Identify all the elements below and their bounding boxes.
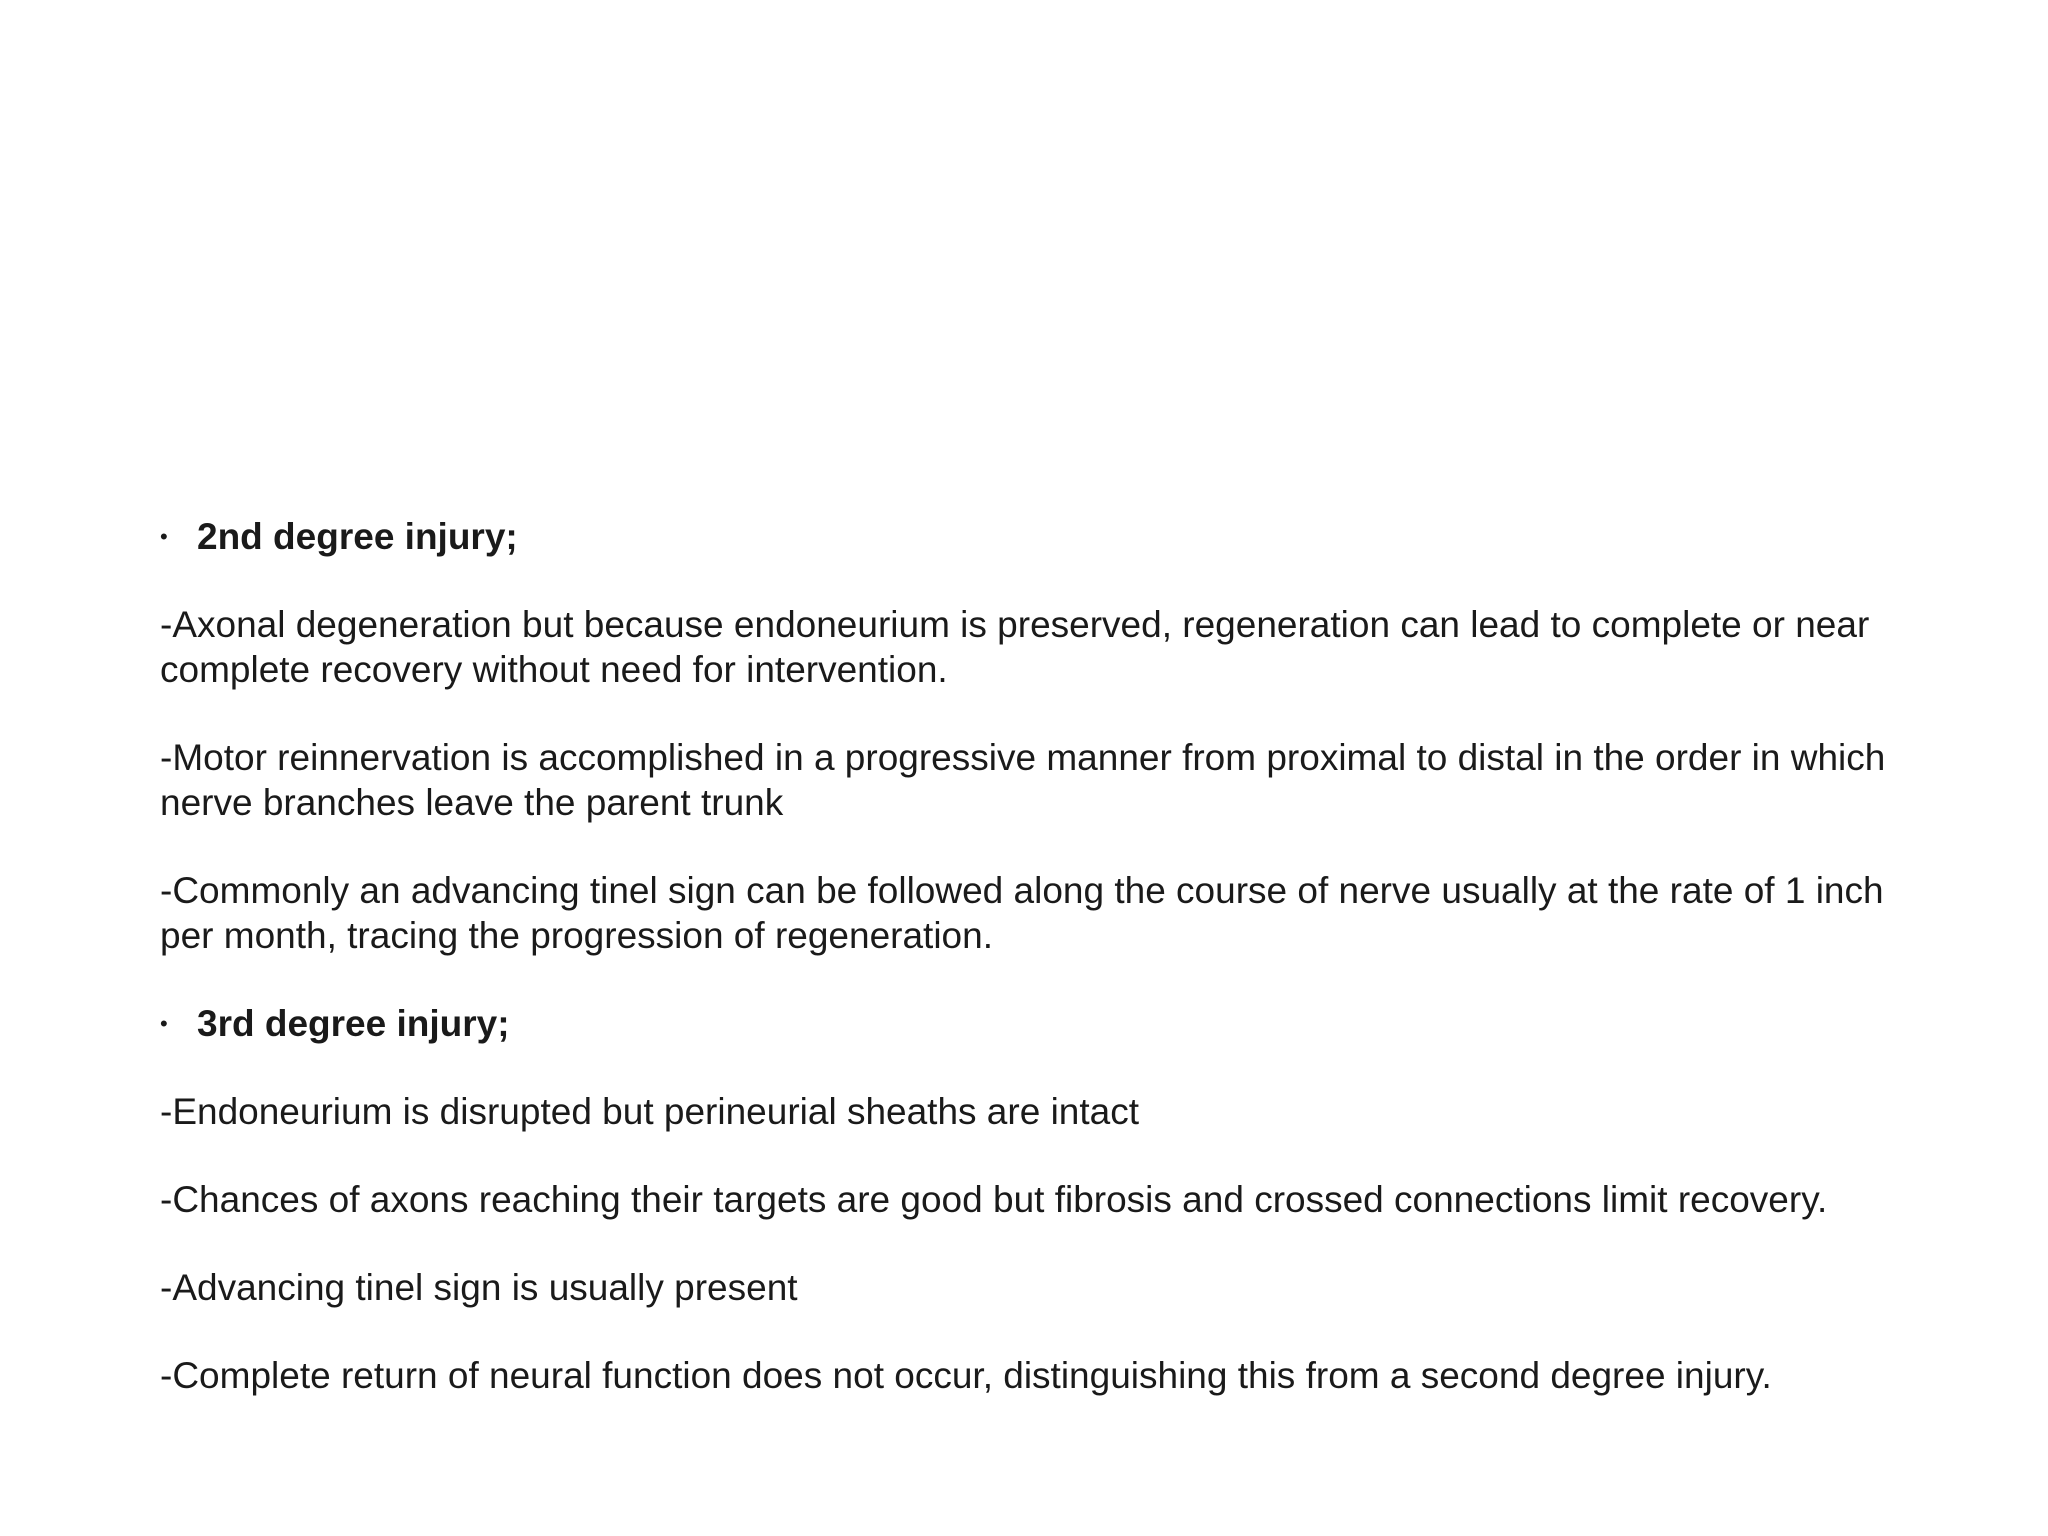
paragraph-advancing-tinel-sign: -Commonly an advancing tinel sign can be followed along the course of nerve usually at the rate of 1 inch per month, tracing the progression of regeneration. [160,870,1884,956]
bullet-icon: • [160,524,168,549]
paragraph-tinel-present: -Advancing tinel sign is usually present [160,1267,798,1308]
paragraph-endoneurium-disrupted: -Endoneurium is disrupted but perineurial sheaths are intact [160,1091,1140,1132]
section-heading-3rd-degree [160,1001,1920,1046]
section-heading-2nd-degree [160,514,1920,559]
paragraph-complete-return: -Complete return of neural function does not occur, distinguishing this from a second degree injury. [160,1355,1772,1396]
paragraph-axonal-degeneration: -Axonal degeneration but because endoneurium is preserved, regeneration can lead to complete or near complete recovery without need for intervention. [160,604,1870,690]
bullet-icon: • [160,1011,168,1036]
slide-body [160,514,1920,1441]
paragraph-chances-of-axons: -Chances of axons reaching their targets are good but fibrosis and crossed connections limit recovery. [160,1179,1828,1220]
paragraph-motor-reinnervation: -Motor reinnervation is accomplished in a progressive manner from proximal to distal in the order in which nerve branches leave the parent trunk [160,737,1886,823]
heading-text: 3rd degree injury; [197,1003,510,1044]
heading-text: 2nd degree injury; [197,516,518,557]
